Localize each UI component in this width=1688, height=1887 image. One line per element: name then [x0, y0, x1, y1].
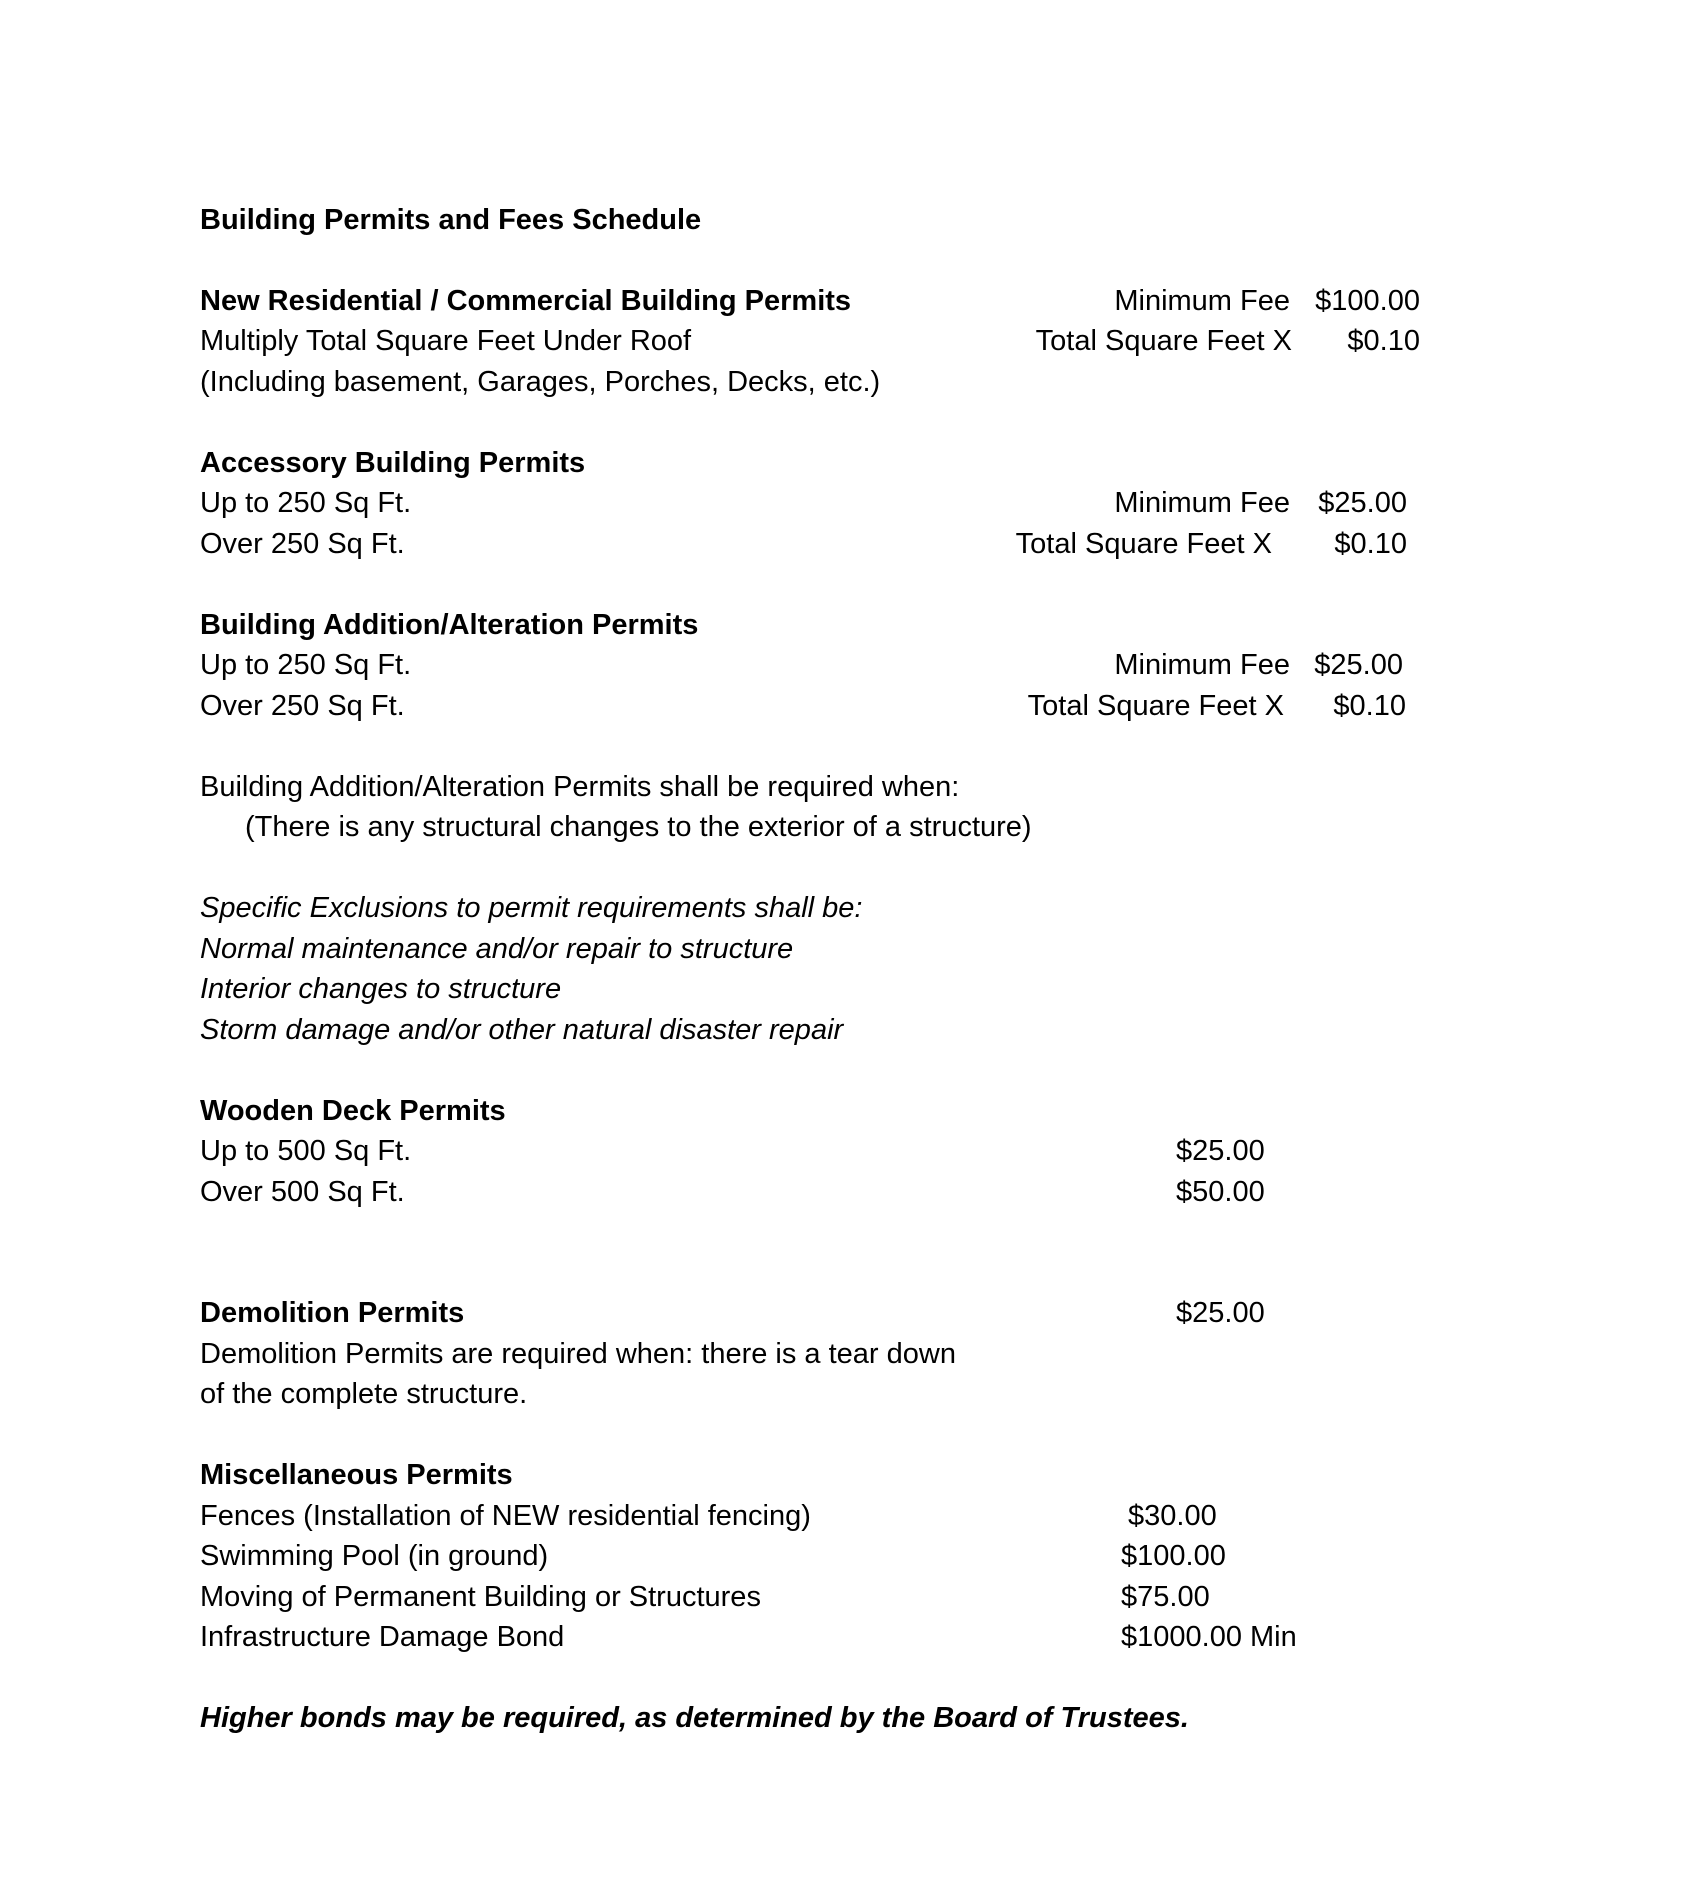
addition-row-note: Total Square Feet X [1027, 690, 1284, 722]
accessory-row-fee: $0.10 [1334, 528, 1407, 560]
demolition-description: of the complete structure. [200, 1378, 528, 1410]
new-residential-row-note: Total Square Feet X [1035, 325, 1292, 357]
addition-row-note: Minimum Fee [1114, 649, 1290, 681]
miscellaneous-row-fee: $100.00 [1121, 1540, 1226, 1572]
addition-row-label: Up to 250 Sq Ft. [200, 649, 412, 681]
addition-row-label: Over 250 Sq Ft. [200, 690, 405, 722]
accessory-heading: Accessory Building Permits [200, 447, 586, 479]
new-residential-row-label: (Including basement, Garages, Porches, Decks, etc.) [200, 366, 881, 398]
demolition-fee: $25.00 [1176, 1297, 1265, 1329]
demolition-heading: Demolition Permits [200, 1297, 465, 1329]
wooden-deck-row-label: Up to 500 Sq Ft. [200, 1135, 412, 1167]
demolition-description: Demolition Permits are required when: there is a tear down [200, 1338, 956, 1370]
accessory-row-label: Over 250 Sq Ft. [200, 528, 405, 560]
wooden-deck-row-label: Over 500 Sq Ft. [200, 1176, 405, 1208]
miscellaneous-row-fee: $75.00 [1121, 1581, 1210, 1613]
miscellaneous-row-label: Moving of Permanent Building or Structures [200, 1581, 761, 1613]
wooden-deck-heading: Wooden Deck Permits [200, 1095, 506, 1127]
addition-requirement: Building Addition/Alteration Permits shall be required when: [200, 771, 960, 803]
addition-row-fee: $25.00 [1314, 649, 1403, 681]
footer-note: Higher bonds may be required, as determined by the Board of Trustees. [200, 1702, 1189, 1734]
miscellaneous-row-label: Swimming Pool (in ground) [200, 1540, 549, 1572]
accessory-row-note: Minimum Fee [1114, 487, 1290, 519]
new-residential-min-note: Minimum Fee [1114, 285, 1290, 317]
miscellaneous-row-label: Infrastructure Damage Bond [200, 1621, 565, 1653]
miscellaneous-row-label: Fences (Installation of NEW residential fencing) [200, 1500, 811, 1532]
page-title: Building Permits and Fees Schedule [200, 204, 702, 236]
accessory-row-note: Total Square Feet X [1015, 528, 1272, 560]
wooden-deck-row-fee: $25.00 [1176, 1135, 1265, 1167]
new-residential-heading: New Residential / Commercial Building Permits [200, 285, 852, 317]
miscellaneous-heading: Miscellaneous Permits [200, 1459, 513, 1491]
new-residential-row-fee: $0.10 [1347, 325, 1420, 357]
exclusion-item: Interior changes to structure [200, 973, 562, 1005]
addition-row-fee: $0.10 [1333, 690, 1406, 722]
exclusion-item: Storm damage and/or other natural disaster repair [200, 1014, 844, 1046]
addition-requirement-detail: (There is any structural changes to the exterior of a structure) [245, 811, 1032, 843]
new-residential-row-label: Multiply Total Square Feet Under Roof [200, 325, 692, 357]
new-residential-min-fee: $100.00 [1315, 285, 1420, 317]
miscellaneous-row-fee: $1000.00 Min [1121, 1621, 1297, 1653]
accessory-row-fee: $25.00 [1318, 487, 1407, 519]
miscellaneous-row-fee: $30.00 [1128, 1500, 1217, 1532]
exclusion-item: Normal maintenance and/or repair to structure [200, 933, 794, 965]
exclusions-heading: Specific Exclusions to permit requirements shall be: [200, 892, 863, 924]
wooden-deck-row-fee: $50.00 [1176, 1176, 1265, 1208]
addition-heading: Building Addition/Alteration Permits [200, 609, 699, 641]
accessory-row-label: Up to 250 Sq Ft. [200, 487, 412, 519]
